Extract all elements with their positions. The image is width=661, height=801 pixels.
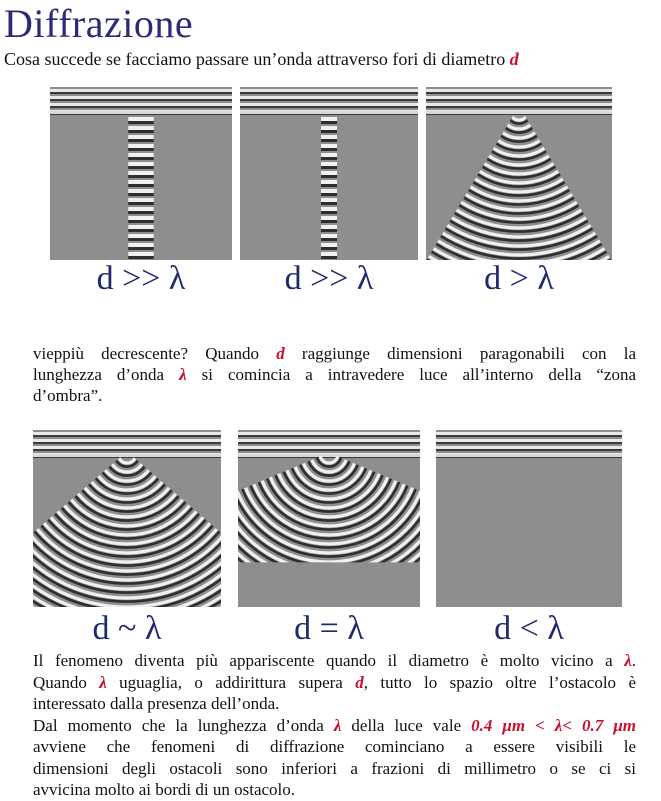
p2-line-1: [33, 650, 636, 672]
p1-text: raggiunge dimensioni paragonabili con la: [284, 344, 636, 363]
p2-text: della luce vale: [341, 715, 472, 735]
diffraction-panel-3: [426, 87, 612, 260]
p2-line-6: dimensioni degli ostacoli sono inferiori a frazioni di millimetro o se ci si: [33, 758, 636, 778]
p1-line-3: d’ombra”.: [33, 386, 103, 405]
wave-pattern-1: [50, 87, 232, 260]
p2-line-4: [33, 715, 636, 737]
wave-pattern-6: [436, 430, 622, 607]
panel-label-1: d >> λ: [96, 260, 186, 297]
p2-text: .: [631, 651, 636, 670]
p1-line-2: [33, 364, 636, 385]
d-symbol: d: [355, 672, 364, 692]
wavelength-range: 0.4 μm < λ< 0.7 μm: [471, 715, 637, 735]
p2-text: Quando: [33, 672, 100, 692]
page-title: Diffrazione: [4, 1, 194, 46]
p2-text: uguaglia, o addirittura supera: [106, 672, 356, 692]
lambda-symbol: λ: [99, 672, 107, 692]
intro-text: [4, 49, 519, 70]
p1-text: lunghezza d’onda: [33, 365, 180, 384]
diffraction-panel-4: [33, 430, 221, 607]
d-symbol: d: [276, 344, 285, 363]
diffraction-panel-6: [436, 430, 622, 607]
lambda-symbol: λ: [179, 365, 187, 384]
p2-line-3: interessato dalla presenza dell’onda.: [33, 694, 280, 713]
p1-line-1: [33, 343, 636, 364]
lambda-symbol: λ: [333, 715, 342, 735]
p1-text: si comincia a intravedere luce all’interno della “zona: [186, 365, 636, 384]
wave-pattern-4: [33, 430, 221, 607]
p2-text: Dal momento che la lunghezza d’onda: [33, 715, 334, 735]
lambda-symbol: λ: [624, 651, 632, 670]
panel-label-3: d > λ: [484, 260, 554, 297]
paragraph-1: [33, 343, 636, 406]
paragraph-2: [33, 650, 636, 801]
panel-label-6: d < λ: [494, 610, 564, 647]
p2-line-7: avvicina molto ai bordi di un ostacolo.: [33, 780, 296, 799]
diffraction-panel-5: [238, 430, 420, 607]
p2-text: , tutto lo spazio oltre l’ostacolo è: [363, 672, 636, 692]
p2-line-2: [33, 672, 636, 694]
panel-label-2: d >> λ: [284, 260, 374, 297]
diffraction-panel-1: [50, 87, 232, 260]
diameter-symbol: d: [509, 49, 519, 69]
wave-pattern-5: [238, 430, 420, 607]
diffraction-panel-2: [240, 87, 418, 260]
intro-sentence: Cosa succede se facciamo passare un’onda attraverso fori di diametro: [4, 49, 510, 69]
panel-label-4: d ~ λ: [92, 610, 162, 647]
panel-label-5: d = λ: [294, 610, 364, 647]
p2-text: Il fenomeno diventa più appariscente quando il diametro è molto vicino a: [33, 651, 625, 670]
wave-pattern-3: [426, 87, 612, 260]
p1-text: vieppiù decrescente? Quando: [33, 344, 277, 363]
wave-pattern-2: [240, 87, 418, 260]
p2-line-5: avviene che fenomeni di diffrazione cominciano a essere visibili le: [33, 737, 636, 756]
